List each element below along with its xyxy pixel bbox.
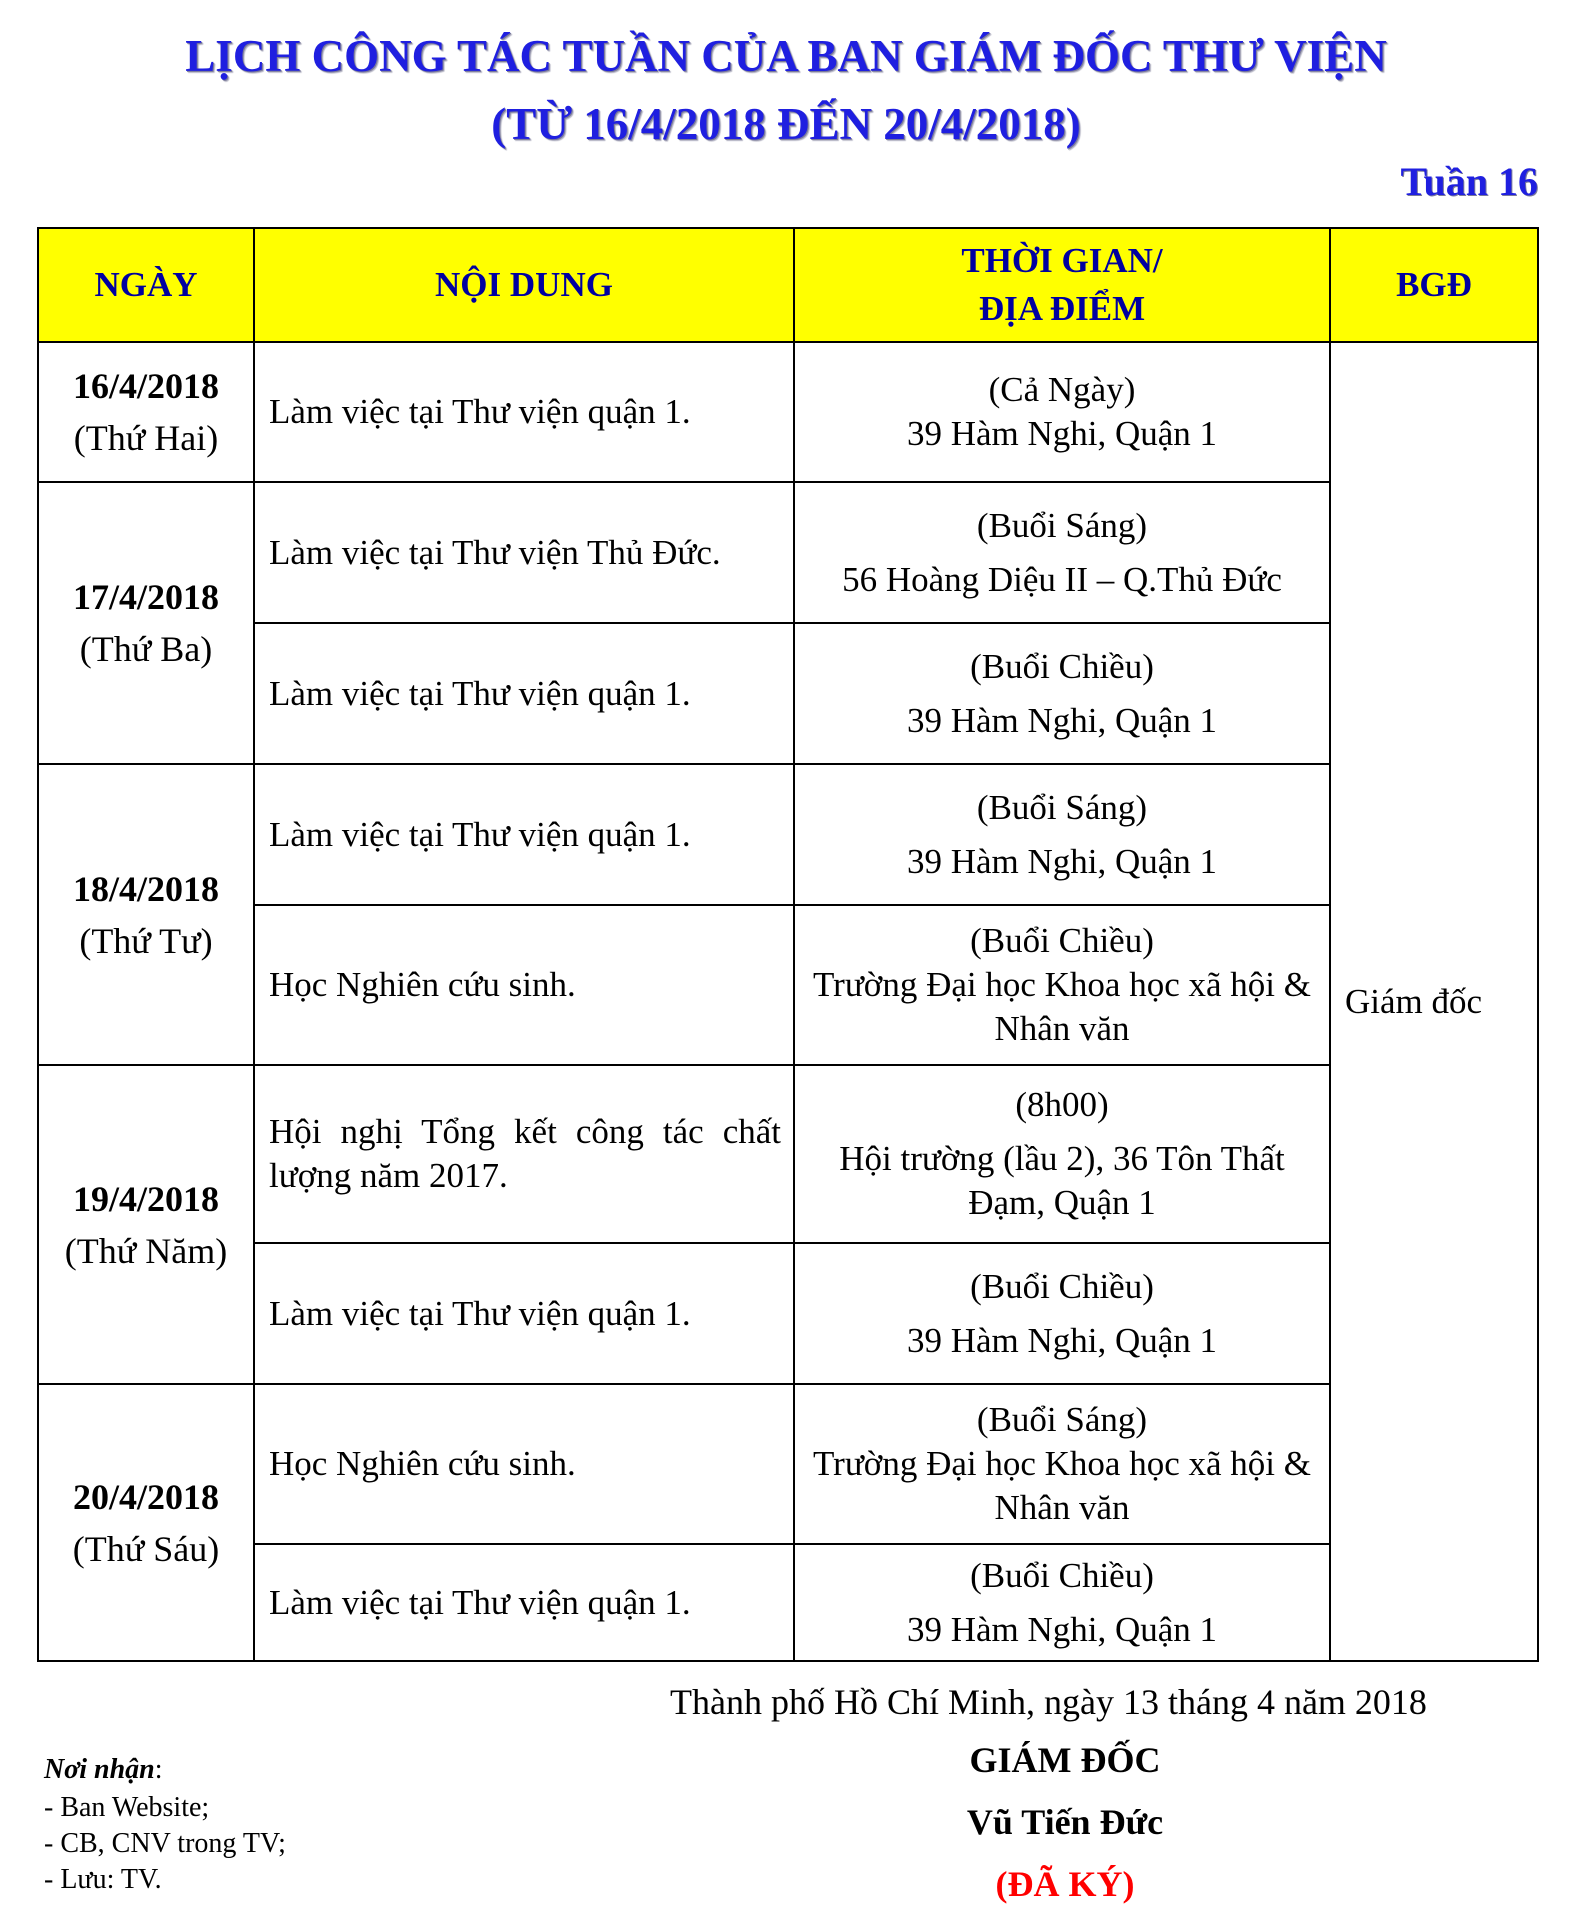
time-place-cell bbox=[794, 342, 1330, 482]
time-value: (Buổi Sáng) bbox=[976, 505, 1148, 545]
date-value: 17/4/2018 bbox=[72, 577, 219, 617]
week-number: Tuần 16 bbox=[1400, 159, 1538, 204]
header-content: NỘI DUNG bbox=[254, 228, 794, 342]
document-date-range: (TỪ 16/4/2018 ĐẾN 20/4/2018) bbox=[491, 99, 1081, 149]
table-row bbox=[38, 764, 1538, 905]
date-value: 19/4/2018 bbox=[72, 1178, 219, 1219]
place-value: 56 Hoàng Diệu II – Q.Thủ Đức bbox=[842, 559, 1282, 599]
weekday-value: (Thứ Sáu) bbox=[72, 1528, 220, 1569]
header-bgd: BGĐ bbox=[1330, 228, 1538, 342]
table-row bbox=[38, 482, 1538, 623]
date-value: 16/4/2018 bbox=[72, 366, 219, 406]
header-place-label: ĐỊA ĐIỂM bbox=[978, 289, 1146, 328]
date-cell bbox=[38, 1384, 254, 1661]
table-row bbox=[38, 1544, 1538, 1661]
place-value: 39 Hàm Nghi, Quận 1 bbox=[906, 1320, 1218, 1360]
content-cell: Học Nghiên cứu sinh. bbox=[254, 905, 794, 1065]
time-place-cell bbox=[794, 1243, 1330, 1384]
table-row bbox=[38, 623, 1538, 764]
bgd-cell: Giám đốc bbox=[1330, 342, 1538, 1661]
content-cell: Học Nghiên cứu sinh. bbox=[254, 1384, 794, 1544]
time-place-cell bbox=[794, 764, 1330, 905]
table-row bbox=[38, 1065, 1538, 1243]
header-date: NGÀY bbox=[38, 228, 254, 342]
signer-role: GIÁM ĐỐC bbox=[969, 1740, 1161, 1780]
date-cell bbox=[38, 482, 254, 764]
content-cell: Làm việc tại Thư viện quận 1. bbox=[254, 764, 794, 905]
header-row bbox=[38, 228, 1538, 342]
issue-date-line: Thành phố Hồ Chí Minh, ngày 13 tháng 4 năm 2018 bbox=[670, 1682, 1427, 1722]
time-value: (Buổi Chiều) bbox=[970, 646, 1154, 686]
recipients-colon: : bbox=[154, 1754, 163, 1785]
recipient-item: - Lưu: TV. bbox=[44, 1864, 162, 1895]
time-place-cell bbox=[794, 1384, 1330, 1544]
recipient-item: - CB, CNV trong TV; bbox=[44, 1828, 286, 1859]
time-value: (Cả Ngày) bbox=[988, 370, 1136, 409]
place-value: Hội trường (lầu 2), 36 Tôn Thất Đạm, Quận 1 bbox=[839, 1139, 1285, 1222]
place-value: Trường Đại học Khoa học xã hội & Nhân văn bbox=[813, 1444, 1311, 1527]
time-value: (Buổi Chiều) bbox=[970, 1266, 1154, 1306]
recipients-label: Nơi nhận bbox=[44, 1754, 155, 1785]
weekday-value: (Thứ Năm) bbox=[64, 1230, 228, 1271]
place-value: 39 Hàm Nghi, Quận 1 bbox=[906, 414, 1218, 453]
content-cell: Hội nghị Tổng kết công tác chất lượng năm 2017. bbox=[254, 1065, 794, 1243]
place-value: 39 Hàm Nghi, Quận 1 bbox=[906, 1609, 1218, 1649]
place-value: 39 Hàm Nghi, Quận 1 bbox=[906, 841, 1218, 881]
place-value: 39 Hàm Nghi, Quận 1 bbox=[906, 700, 1218, 740]
date-value: 18/4/2018 bbox=[72, 868, 219, 909]
header-time-place bbox=[794, 228, 1330, 342]
schedule-table bbox=[37, 227, 1539, 1662]
time-value: (8h00) bbox=[1015, 1085, 1109, 1124]
time-place-cell bbox=[794, 1544, 1330, 1661]
table-row bbox=[38, 905, 1538, 1065]
content-cell: Làm việc tại Thư viện quận 1. bbox=[254, 342, 794, 482]
table-row bbox=[38, 1243, 1538, 1384]
weekday-value: (Thứ Hai) bbox=[73, 418, 219, 458]
header-time-label: THỜI GIAN/ bbox=[961, 241, 1163, 280]
time-place-cell bbox=[794, 623, 1330, 764]
recipient-item: - Ban Website; bbox=[44, 1792, 210, 1823]
table-row bbox=[38, 1384, 1538, 1544]
recipients-heading bbox=[44, 1752, 163, 1788]
date-cell bbox=[38, 1065, 254, 1384]
content-cell: Làm việc tại Thư viện quận 1. bbox=[254, 1544, 794, 1661]
date-value: 20/4/2018 bbox=[72, 1476, 219, 1517]
weekday-value: (Thứ Tư) bbox=[79, 920, 213, 961]
weekday-value: (Thứ Ba) bbox=[79, 629, 213, 669]
table-row bbox=[38, 342, 1538, 482]
signed-stamp: (ĐÃ KÝ) bbox=[995, 1864, 1135, 1904]
signer-name: Vũ Tiến Đức bbox=[966, 1802, 1164, 1842]
date-cell bbox=[38, 764, 254, 1065]
content-cell: Làm việc tại Thư viện quận 1. bbox=[254, 1243, 794, 1384]
content-cell: Làm việc tại Thư viện quận 1. bbox=[254, 623, 794, 764]
time-place-cell bbox=[794, 905, 1330, 1065]
time-value: (Buổi Chiều) bbox=[970, 921, 1154, 960]
date-cell bbox=[38, 342, 254, 482]
document-title: LỊCH CÔNG TÁC TUẦN CỦA BAN GIÁM ĐỐC THƯ VIỆN bbox=[185, 31, 1387, 81]
time-place-cell bbox=[794, 1065, 1330, 1243]
time-place-cell bbox=[794, 482, 1330, 623]
time-value: (Buổi Sáng) bbox=[976, 787, 1148, 827]
time-value: (Buổi Chiều) bbox=[970, 1555, 1154, 1595]
content-cell: Làm việc tại Thư viện Thủ Đức. bbox=[254, 482, 794, 623]
time-value: (Buổi Sáng) bbox=[976, 1400, 1148, 1439]
place-value: Trường Đại học Khoa học xã hội & Nhân văn bbox=[813, 965, 1311, 1048]
